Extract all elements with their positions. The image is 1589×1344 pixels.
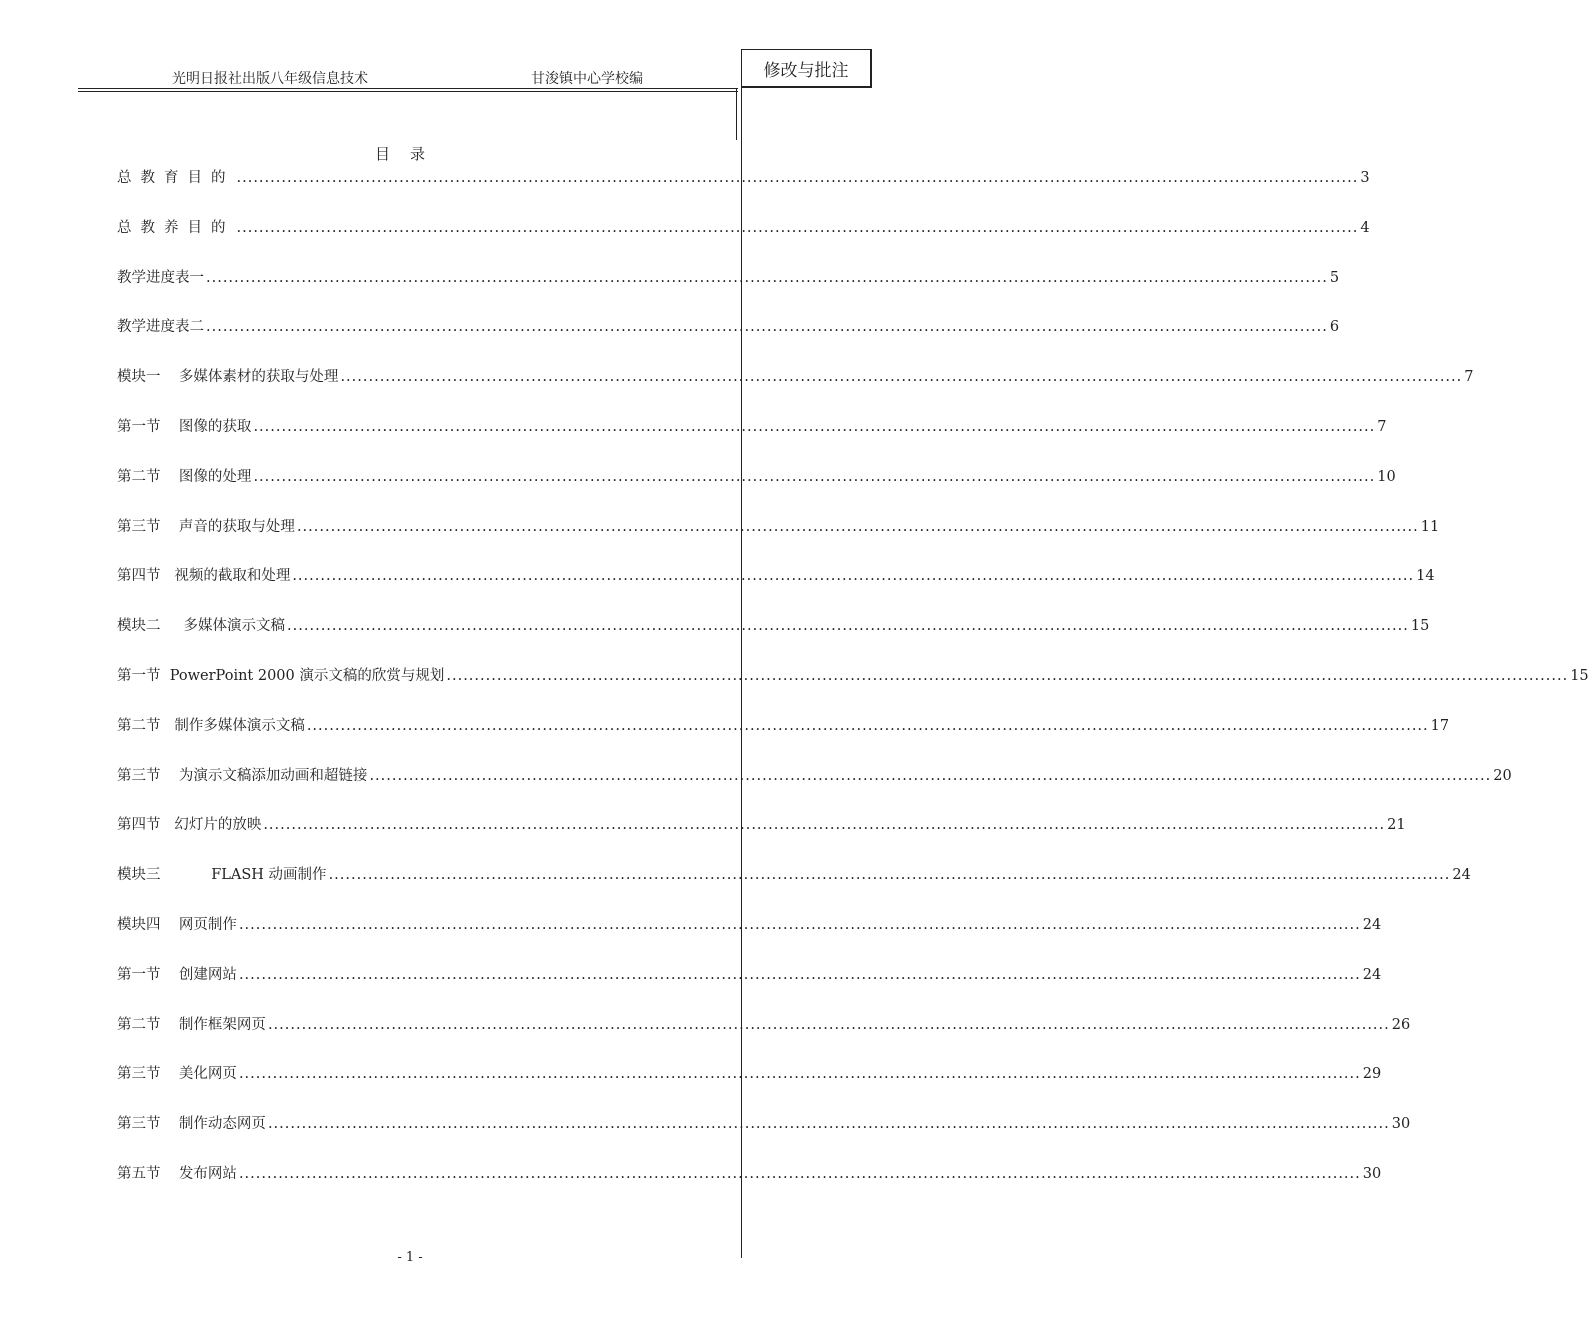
toc-entry-label: 模块一 多媒体素材的获取与处理	[117, 369, 339, 386]
toc-entry[interactable]	[117, 218, 1370, 268]
toc-entry[interactable]	[117, 1015, 1411, 1065]
toc-title: 目录	[374, 145, 445, 163]
toc-entry-label: 模块二 多媒体演示文稿	[117, 618, 286, 635]
toc-entry-label: 第一节 创建网站	[117, 966, 237, 983]
toc-entry[interactable]	[117, 566, 1435, 616]
toc-entry-label: 第三节 为演示文稿添加动画和超链接	[117, 767, 368, 784]
toc-entry-label: 第四节 视频的截取和处理	[117, 568, 291, 585]
toc-leader-dots: ........................................................................................................................................................................................................	[236, 170, 1359, 186]
toc-leader-dots: ........................................................................................................................................................................................................	[253, 418, 1376, 435]
annotation-column-label: 修改与批注	[741, 49, 872, 88]
toc-entry-page: 29	[1362, 1066, 1382, 1083]
toc-entry-label: 第二节 制作框架网页	[117, 1016, 266, 1033]
toc-entry-page: 15	[1410, 618, 1430, 635]
toc-entry[interactable]	[117, 168, 1370, 218]
toc-leader-dots: ........................................................................................................................................................................................................	[267, 1016, 1390, 1033]
toc-leader-dots: ........................................................................................................................................................................................................	[238, 966, 1361, 983]
toc-entry-page: 7	[1464, 369, 1474, 386]
toc-entry-page: 6	[1329, 319, 1340, 336]
toc-entry-page: 4	[1360, 219, 1370, 236]
toc-entry[interactable]	[117, 1164, 1382, 1214]
toc-entry-page: 7	[1377, 418, 1387, 435]
toc-entry-label: 第三节 美化网页	[117, 1066, 237, 1083]
toc-leader-dots: ........................................................................................................................................................................................................	[340, 369, 1463, 386]
toc-entry-label: 第三节 声音的获取与处理	[117, 518, 295, 535]
toc-entry[interactable]	[117, 467, 1396, 517]
toc-leader-dots: ........................................................................................................................................................................................................	[238, 1165, 1361, 1182]
toc-entry[interactable]	[117, 1064, 1382, 1114]
toc-leader-dots: ........................................................................................................................................................................................................	[267, 1116, 1390, 1133]
toc-leader-dots: ........................................................................................................................................................................................................	[328, 867, 1451, 884]
toc-entry[interactable]	[117, 716, 1450, 766]
toc-leader-dots: ........................................................................................................................................................................................................	[306, 717, 1429, 734]
toc-entry-page: 26	[1391, 1016, 1411, 1033]
toc-entry-page: 3	[1360, 170, 1370, 186]
header-school-name: 甘浚镇中心学校编	[531, 71, 643, 87]
toc-entry-label: 教学进度表一	[117, 269, 204, 286]
toc-entry-page: 11	[1420, 518, 1440, 535]
header-book-title: 光明日报社出版八年级信息技术	[172, 71, 368, 87]
toc-leader-dots: ........................................................................................................................................................................................................	[236, 219, 1359, 236]
toc-entry-label: 第二节 制作多媒体演示文稿	[117, 717, 305, 734]
toc-entry[interactable]	[117, 317, 1340, 367]
page-number: - 1 -	[397, 1250, 423, 1265]
toc-entry-label: 模块三 FLASH 动画制作	[117, 867, 327, 884]
toc-entry-page: 15	[1570, 667, 1589, 684]
toc-entry-page: 21	[1387, 817, 1406, 834]
toc-entry[interactable]	[117, 517, 1440, 567]
toc-entry-page: 30	[1362, 1165, 1382, 1182]
toc-entry[interactable]	[117, 666, 1589, 716]
toc-entry-page: 14	[1416, 568, 1435, 585]
toc-entry-page: 20	[1493, 767, 1512, 784]
toc-entry-label: 第三节 制作动态网页	[117, 1116, 266, 1133]
toc-entry[interactable]	[117, 965, 1382, 1015]
toc-entry-label: 模块四 网页制作	[117, 916, 237, 933]
toc-leader-dots: ........................................................................................................................................................................................................	[263, 817, 1386, 834]
toc-entry-label: 第一节 图像的获取	[117, 418, 252, 435]
toc-entry-page: 24	[1362, 916, 1382, 933]
toc-entry-label: 总教育目的	[117, 170, 235, 186]
toc-entry-label: 第五节 发布网站	[117, 1165, 237, 1182]
toc-entry[interactable]	[117, 915, 1382, 965]
toc-entry-label: 教学进度表二	[117, 319, 204, 336]
toc-entry[interactable]	[117, 1114, 1411, 1164]
toc-leader-dots: ........................................................................................................................................................................................................	[238, 916, 1361, 933]
toc-leader-dots: ........................................................................................................................................................................................................	[287, 618, 1409, 635]
toc-entry[interactable]	[117, 766, 1512, 816]
toc-leader-dots: ........................................................................................................................................................................................................	[253, 468, 1376, 485]
toc-leader-dots: ........................................................................................................................................................................................................	[369, 767, 1492, 784]
toc-entry-label: 总教养目的	[117, 219, 235, 236]
toc-entry-label: 第一节 PowerPoint 2000 演示文稿的欣赏与规划	[117, 667, 445, 684]
toc-leader-dots: ........................................................................................................................................................................................................	[206, 269, 1328, 286]
toc-entry-label: 第四节 幻灯片的放映	[117, 817, 262, 834]
toc-leader-dots: ........................................................................................................................................................................................................	[206, 319, 1328, 336]
table-of-contents	[117, 168, 1589, 1214]
toc-entry-page: 24	[1452, 867, 1471, 884]
toc-entry-page: 10	[1377, 468, 1396, 485]
toc-entry-page: 30	[1391, 1116, 1411, 1133]
toc-entry[interactable]	[117, 268, 1340, 318]
toc-leader-dots: ........................................................................................................................................................................................................	[292, 568, 1415, 585]
toc-entry-label: 第二节 图像的处理	[117, 468, 252, 485]
toc-entry-page: 17	[1430, 717, 1450, 734]
toc-leader-dots: ........................................................................................................................................................................................................	[296, 518, 1419, 535]
toc-entry-page: 24	[1362, 966, 1382, 983]
toc-entry[interactable]	[117, 367, 1474, 417]
toc-entry[interactable]	[117, 865, 1471, 915]
margin-divider-short	[736, 88, 737, 140]
header-rule-bottom	[78, 91, 738, 92]
toc-entry[interactable]	[117, 815, 1406, 865]
toc-leader-dots: ........................................................................................................................................................................................................	[238, 1066, 1361, 1083]
toc-entry-page: 5	[1329, 269, 1340, 286]
toc-entry[interactable]	[117, 417, 1387, 467]
header-rule-top	[78, 88, 738, 89]
toc-leader-dots: ........................................................................................................................................................................................................	[446, 667, 1569, 684]
toc-entry[interactable]	[117, 616, 1430, 666]
